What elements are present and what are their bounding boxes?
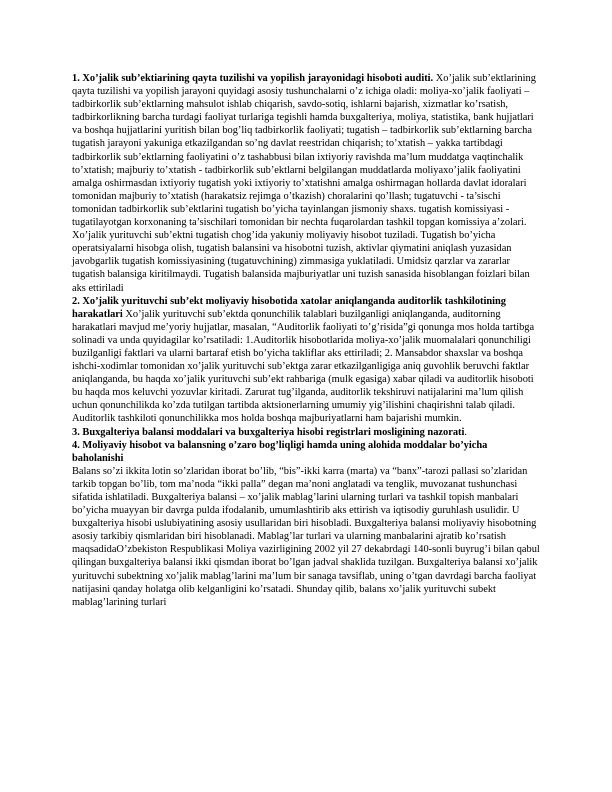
balance-paragraph-body: Balans so’zi ikkita lotin so’zlaridan iborat bo’lib, “bis”-ikki karra (marta) va “banx”-tarozi pallasi so’zlaridan tarkib topgan bo’lib, tom ma’noda “ikki palla” degan ma’noni anglatadi va tenglik, muvozanat tushunchasi sifatida ishlatiladi. Buxgalteriya balansi – xo’jalik mablag’larini ularning turlari va tashkil topish manbalari bo’yicha muayyan bir davrga pulda ifodalanib, umumlashtirib aks ettirish va iqtisodiy guruhlash usulidir. U buxgalteriya hisobi uslubiyatining asosiy usullaridan biri hisobladi. Buxgalteriya balansi moliyaviy hisobotning asosiy tarkibiy qismlaridan biri hisoblanadi. Mablag’lar turlari va ularning manbalarini ajratib ko’rsatish maqsadidaO’zbekiston Respublikasi Moliya vazirligining 2002 yil 27 dekabrdagi 140-sonli buyrug’i bilan qabul qilingan buxgalteriya balansi ikki qismdan iborat bo’lgan jadval shaklida tuzilgan. Buxgalteriya balansi xo’jalik yurituvchi subektning xo’jalik mablag’larini ma’lum bir sanaga tavsiflab, uning o’tgan davrdagi barcha faoliyat natijasini qanday holatga olib kelganligini ko’rsatadi. Shunday qilib, balans xo’jalik yurituvchi subekt mablag’larining turlari (72, 465, 540, 608)
section-1-heading: 1. Xo’jalik sub’ektiarining qayta tuzilishi va yopilish jarayonidagi hisoboti auditi. (72, 73, 434, 84)
section-4 (72, 439, 540, 465)
section-1-body: Xo’jalik sub’ektlarining qayta tuzilishi va yopilish jarayoni quyidagi asosiy tushunchalarni o’z ichiga oladi: moliya-xo’jalik faoliyati – tadbirkorlik sub’ektlarning mahsulot ishlab chiqarish, savdo-sotiq, ishlarni bajarish, xizmatlar ko’rsatish, tadbirkorlikning barcha turdagi faoliyat turlariga tegishli hamda buxgalteriya, moliya, statistika, bank hujjatlari va boshqa hujjatlarini yuritish bilan bog’liq tadbirkorlik faoliyati; tugatish – tadbirkorlik sub’ektlarning barcha tugatish jarayoni yakuniga etkazilgandan so’ng davlat reestridan chiqarish; to’xtatish – yakka tartibdagi tadbirkorlik sub’ektlarning faoliyatini o’z tashabbusi bilan ixtiyoriy ravishda ma’lum muddatga vaqtinchalik to’xtatish; majburiy to’xtatish - tadbirkorlik sub’ektlarni belgilangan muddatlarda moliyaxo’jalik faoliyatini amalga oshirmasdan ixtiyoriy tugatish yoki ixtiyoriy to’xtatishni amalga oshirmagan hollarda davlat idoralari tomonidan majburiy to’xtatish (harakatsiz rejimga o’tkazish) choralarini qo’llash; tugatuvchi - ta’sischi tomonidan tadbirkorlik sub’ektlarini tugatish bo’yicha tayinlangan jismoniy shaxs. tugatish komissiyasi - tugatilayotgan korxonaning ta’sischilari tomonidan bir nechta fuqarolardan tashkil topgan komissiya a’zolari. Xo’jalik yurituvchi sub’ektni tugatish chog’ida yakuniy moliyaviy hisobot tuziladi. Tugatish bo’yicha operatsiyalarni hisobga olish, tugatish balansini va hisobotni tuzish, aktivlar qiymatini aniqlash yuzasidan javobgarlik tugatish komissiyasining (tugatuvchining) zimmasiga yuklatiladi. Umidsiz qarzlar va zararlar tugatish balansiga kiritilmaydi. Tugatish balansida majburiyatlar uni tuzish sanasida hisoblangan foizlari bilan aks ettiriladi (72, 73, 536, 294)
section-3 (72, 426, 540, 439)
section-3-body: . (464, 426, 467, 438)
section-2 (72, 295, 540, 426)
section-2-heading: 2. Xo’jalik yurituvchi sub’ekt moliyaviy hisobotida xatolar aniqlanganda auditorlik tashkilotining harakatlari (72, 295, 506, 320)
balance-paragraph (72, 465, 540, 609)
section-2-body: Xo’jalik yurituvchi sub’ektda qonunchilik talablari buzilganligi aniqlanganda, auditorning harakatlari mavjud me’yoriy hujjatlar, masalan, “Auditorlik faoliyati to’g’risida”gi qonunga mos holda tartibga solinadi va unda quyidagilar ko’rsatiladi: 1.Auditorlik hisobotlarida moliya-xo’jalik muomalalari qonunchiligi buzilganligi faktlari va ularni bartaraf etish bo’yicha takliflar aks ettiriladi; 2. Mansabdor shaxslar va boshqa ishchi-xodimlar tomonidan xo’jalik yurituvchi sub’ektga zarar etkazilganligiga aniq guvohlik beruvchi faktlar aniqlanganda, bu haqda xo’jalik yurituvchi sub’ekt rahbariga (mulk egasiga) xabar qiladi va auditorlik hisoboti bu haqda mos keluvchi yozuvlar kiritadi. Zarurat tug’ilganda, auditorlik tekshiruvi natijalarini ma’lum qilish uchun qonunchilikda ko’zda tutilgan tartibda aktsionerlarning umumiy yig’ilishini chaqirishni talab qiladi. Auditorlik tashkiloti qonunchilikka mos holda boshqa majburiyatlarni ham bajarishi mumkin. (72, 308, 535, 425)
section-1 (72, 72, 540, 295)
section-3-heading: 3. Buxgalteriya balansi moddalari va buxgalteriya hisobi registrlari mosligining nazorati (72, 426, 465, 438)
section-4-heading: 4. Moliyaviy hisobot va balansning o’zaro bog’liqligi hamda uning alohida moddalar bo’yicha baholanishi (72, 439, 488, 464)
